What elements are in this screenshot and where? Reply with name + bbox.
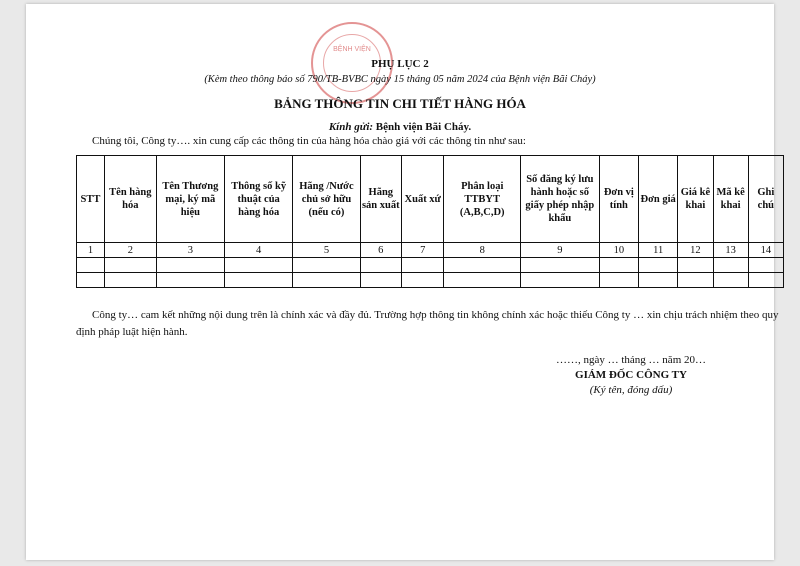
column-number-cell: 3 [156,243,224,258]
empty-cell [360,258,401,273]
commitment-paragraph: Công ty… cam kết những nội dung trên là chính xác và đầy đủ. Trường hợp thông tin không chính xác hoặc thiếu Công ty … xin chịu trách nhiệm theo quy định pháp luật hiện hành. [76,309,779,338]
table-header-cell: Hãng sản xuất [360,156,401,243]
column-number-cell: 5 [293,243,360,258]
director-title: GIÁM ĐỐC CÔNG TY [575,369,687,381]
date-line: ……, ngày … tháng … năm 20… [555,354,706,366]
empty-cell [104,273,156,288]
empty-cell [678,258,713,273]
table-header-cell: Mã kê khai [713,156,748,243]
empty-cell [521,258,600,273]
column-number-cell: 2 [104,243,156,258]
table-header-cell: Ghi chú [748,156,783,243]
column-number-cell: 14 [748,243,783,258]
empty-cell [444,273,521,288]
intro-paragraph: Chúng tôi, Công ty…. xin cung cấp các thông tin của hàng hóa chào giá với các thông tin như sau: [92,135,526,147]
empty-cell [401,258,443,273]
table-header-cell: Tên Thương mại, ký mã hiệu [156,156,224,243]
empty-cell [444,258,521,273]
appendix-subtitle: (Kèm theo thông báo số 790/TB-BVBC ngày 15 tháng 05 năm 2024 của Bệnh viện Bãi Cháy) [204,74,596,85]
column-number-cell: 8 [444,243,521,258]
empty-cell [77,258,105,273]
table-row-empty [77,273,784,288]
column-number-cell: 10 [599,243,638,258]
empty-cell [104,258,156,273]
empty-cell [678,273,713,288]
goods-info-table [76,155,784,288]
table-header-cell: STT [77,156,105,243]
empty-cell [713,273,748,288]
column-number-cell: 4 [225,243,293,258]
column-number-cell: 11 [639,243,678,258]
table-header-row [77,156,784,243]
stamp-text: BỆNH VIỆN [333,46,371,53]
empty-cell [599,258,638,273]
document-page [26,4,779,560]
empty-cell [360,273,401,288]
empty-cell [639,258,678,273]
empty-cell [156,273,224,288]
empty-cell [521,273,600,288]
column-number-cell: 13 [713,243,748,258]
table-header-cell: Xuất xứ [401,156,443,243]
column-number-cell: 9 [521,243,600,258]
empty-cell [599,273,638,288]
empty-cell [713,258,748,273]
column-number-cell: 7 [401,243,443,258]
empty-cell [293,258,360,273]
empty-cell [748,273,783,288]
document-heading: BẢNG THÔNG TIN CHI TIẾT HÀNG HÓA [274,96,526,111]
appendix-title: PHỤ LỤC 2 [371,58,429,70]
empty-cell [225,273,293,288]
table-header-cell: Đơn giá [639,156,678,243]
empty-cell [639,273,678,288]
signature-note: (Ký tên, đóng dấu) [589,384,673,396]
table-header-cell: Thông số kỹ thuật của hàng hóa [225,156,293,243]
table-header-cell: Hãng /Nước chủ sở hữu (nếu có) [293,156,360,243]
column-number-row [77,243,784,258]
column-number-cell: 6 [360,243,401,258]
table-header-cell: Số đăng ký lưu hành hoặc số giấy phép nhập khẩu [521,156,600,243]
empty-cell [156,258,224,273]
table-header-cell: Phân loại TTBYT (A,B,C,D) [444,156,521,243]
empty-cell [225,258,293,273]
signature-block [516,353,746,398]
addressee-name: Bệnh viện Bãi Cháy. [375,121,472,133]
table-header-cell: Giá kê khai [678,156,713,243]
table-header-cell: Tên hàng hóa [104,156,156,243]
column-number-cell: 12 [678,243,713,258]
addressee-line [26,121,774,133]
addressee-label: Kính gửi: [328,121,374,133]
empty-cell [77,273,105,288]
empty-cell [293,273,360,288]
table-row-empty [77,258,784,273]
empty-cell [401,273,443,288]
empty-cell [748,258,783,273]
table-header-cell: Đơn vị tính [599,156,638,243]
column-number-cell: 1 [77,243,105,258]
